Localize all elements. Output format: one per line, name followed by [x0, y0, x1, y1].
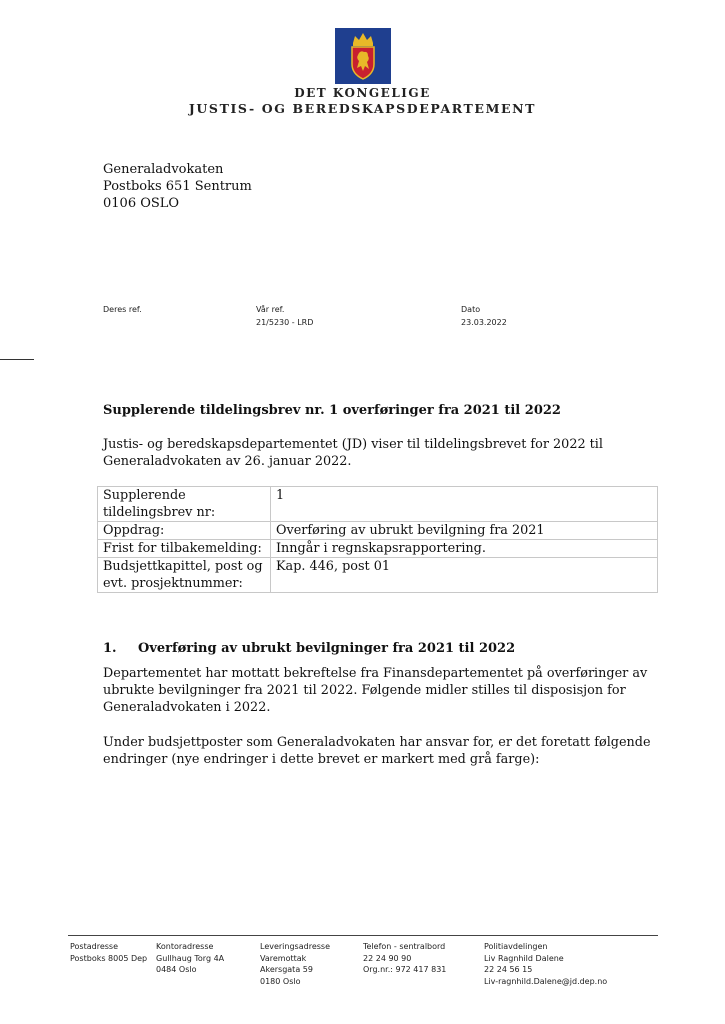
- footer-leveringsadresse: [260, 941, 330, 987]
- intro-line2: Generaladvokaten av 26. januar 2022.: [103, 454, 352, 469]
- footer-line: Gullhaug Torg 4A: [156, 953, 225, 963]
- row-label-line1: Budsjettkapittel, post og: [103, 559, 263, 574]
- footer-line: Org.nr.: 972 417 831: [363, 965, 447, 974]
- footer-label: Kontoradresse: [156, 942, 214, 951]
- table-row: [98, 558, 658, 593]
- footer-line: Akersgata 59: [260, 965, 313, 974]
- footer-label: Telefon - sentralbord: [363, 942, 446, 951]
- table-cell-label: [98, 558, 271, 593]
- footer-line: Postboks 8005 Dep: [70, 953, 148, 963]
- footer-label: Politiavdelingen: [484, 942, 548, 951]
- footer-telefon: [363, 941, 446, 976]
- footer-email: Liv-ragnhild.Dalene@jd.dep.no: [484, 976, 608, 986]
- para1-line1: Departementet har mottatt bekreftelse fra Finansdepartementet på overføringer av: [103, 666, 648, 681]
- dato-value: 23.03.2022: [461, 318, 507, 327]
- dato-label: Dato: [461, 305, 481, 314]
- recipient-name: Generaladvokaten: [103, 162, 224, 177]
- letter-title: Supplerende tildelingsbrev nr. 1 overføringer fra 2021 til 2022: [103, 403, 561, 418]
- section-heading: Overføring av ubrukt bevilgninger fra 2021 til 2022: [138, 641, 516, 656]
- intro-line1: Justis- og beredskapsdepartementet (JD) viser til tildelingsbrevet for 2022 til: [103, 437, 603, 452]
- table-cell-label: Frist for tilbakemelding:: [98, 540, 271, 558]
- footer-kontoradresse: [156, 941, 224, 976]
- table-cell-label: Oppdrag:: [98, 522, 271, 540]
- footer-line: 22 24 90 90: [363, 953, 412, 963]
- deres-ref-label: Deres ref.: [103, 305, 142, 314]
- footer-label: Leveringsadresse: [260, 942, 330, 951]
- para1-line3: Generaladvokaten i 2022.: [103, 700, 271, 715]
- var-ref-label: Vår ref.: [256, 305, 285, 314]
- footer-divider: [68, 935, 658, 936]
- recipient-street: Postboks 651 Sentrum: [103, 179, 252, 194]
- department-name-line1: DET KONGELIGE: [294, 86, 431, 100]
- table-cell-value: Inngår i regnskapsrapportering.: [271, 540, 658, 558]
- footer-postadresse: [70, 941, 147, 964]
- recipient-city: 0106 OSLO: [103, 196, 180, 211]
- para1-line2: ubrukte bevilgninger fra 2021 til 2022. Følgende midler stilles til disposisjon for: [103, 683, 626, 698]
- table-cell-label: [98, 487, 271, 522]
- table-row: [98, 540, 658, 558]
- row-label-line1: Supplerende: [103, 488, 186, 503]
- table-cell-value: Overføring av ubrukt bevilgning fra 2021: [271, 522, 658, 540]
- footer-line: 0180 Oslo: [260, 976, 301, 986]
- section-number: 1.: [103, 641, 117, 656]
- row-label-line2: evt. prosjektnummer:: [103, 576, 243, 591]
- table-cell-value: 1: [271, 487, 658, 522]
- para2-line1: Under budsjettposter som Generaladvokaten har ansvar for, er det foretatt følgende: [103, 735, 651, 750]
- footer-line: Liv Ragnhild Dalene: [484, 953, 564, 963]
- footer-line: 0484 Oslo: [156, 965, 197, 974]
- table-row: [98, 522, 658, 540]
- footer-label: Postadresse: [70, 942, 119, 951]
- assignment-table: [97, 486, 658, 593]
- table-row: [98, 487, 658, 522]
- department-name-line2: JUSTIS- OG BEREDSKAPSDEPARTEMENT: [188, 101, 537, 116]
- para2-line2: endringer (nye endringer i dette brevet er markert med grå farge):: [103, 752, 540, 767]
- footer-line: 22 24 56 15: [484, 965, 533, 974]
- footer-politiavdelingen: [484, 941, 607, 987]
- row-label-line2: tildelingsbrev nr:: [103, 505, 216, 520]
- table-cell-value: Kap. 446, post 01: [271, 558, 658, 593]
- fold-mark: [0, 359, 34, 360]
- footer-line: Varemottak: [260, 953, 307, 963]
- var-ref-value: 21/5230 - LRD: [256, 318, 314, 327]
- coat-of-arms-logo: [335, 28, 391, 84]
